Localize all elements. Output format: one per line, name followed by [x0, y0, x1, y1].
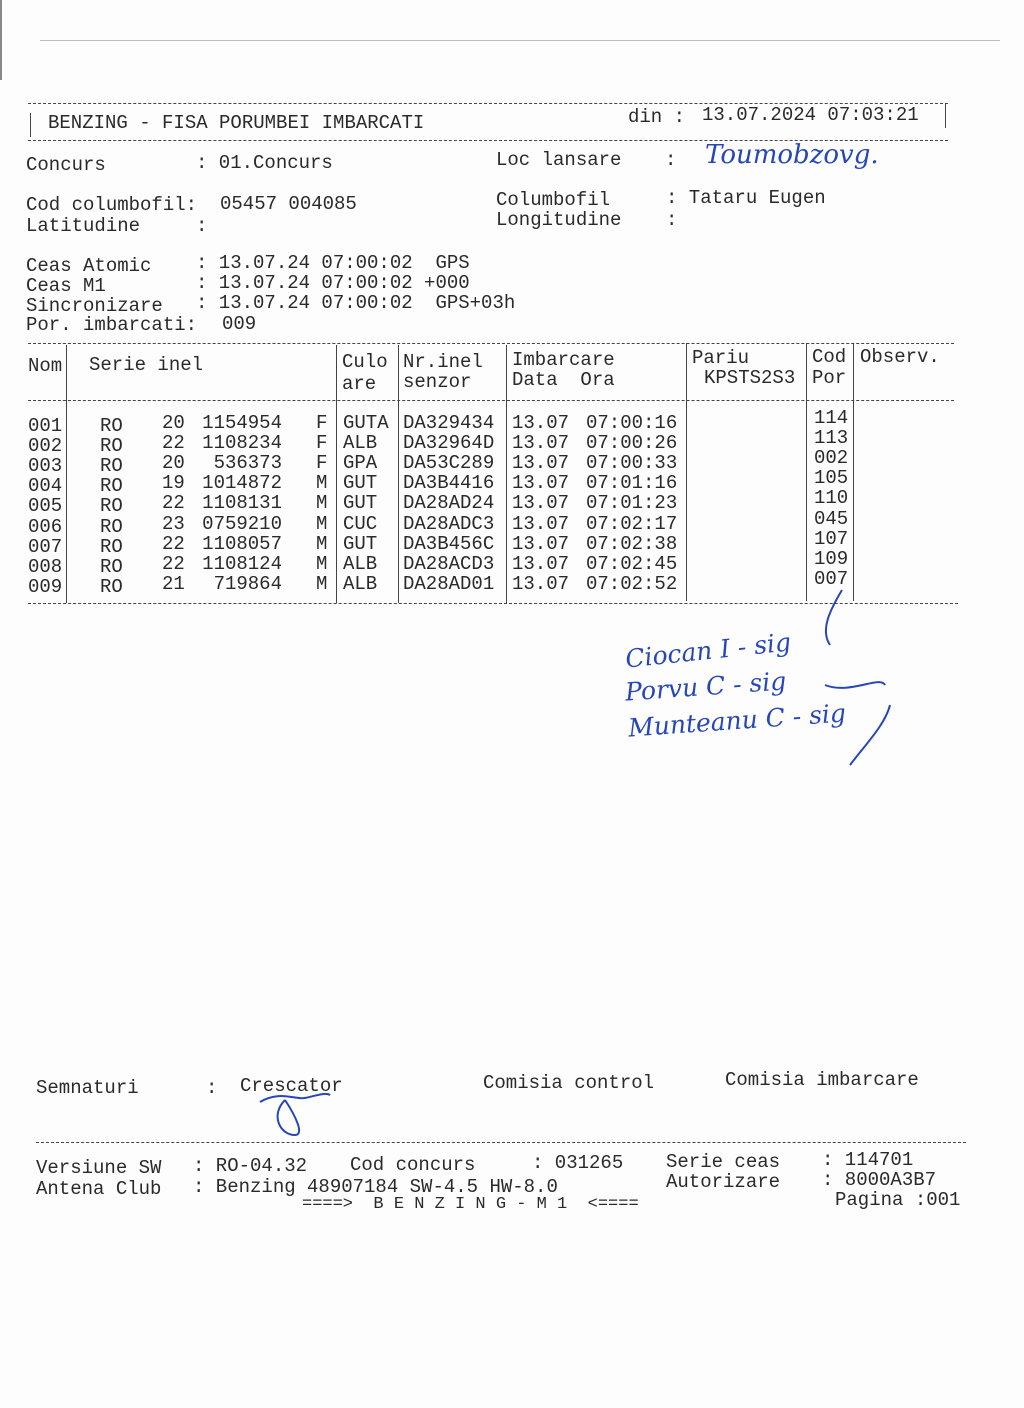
row-sex: M: [316, 492, 328, 515]
col-divider: [853, 343, 854, 601]
row-sex: M: [316, 572, 328, 595]
cod-columbofil-value: 05457 004085: [220, 193, 357, 215]
row-tara: RO: [100, 475, 123, 498]
col-header-cod-2: Por: [812, 367, 847, 389]
row-culoare: GUT: [343, 472, 378, 495]
row-cod-por: 113: [814, 427, 849, 450]
row-culoare: GPA: [343, 452, 378, 475]
row-sex: F: [316, 452, 328, 475]
document-title: BENZING - FISA PORUMBEI IMBARCATI: [48, 112, 425, 134]
row-ora: 07:02:52: [586, 572, 678, 595]
row-cod-por: 109: [814, 547, 849, 570]
columbofil-label: Columbofil: [496, 189, 611, 211]
row-culoare: GUT: [343, 492, 378, 515]
latitudine-label: Latitudine: [26, 215, 141, 237]
serie-ceas-label: Serie ceas: [666, 1151, 781, 1173]
row-nom: 001: [28, 415, 63, 437]
table-rule-top: [28, 343, 954, 344]
row-ora: 07:00:33: [586, 452, 678, 475]
ceas-m1-value: : 13.07.24 07:00:02 +000: [196, 272, 470, 294]
autorizare-label: Autorizare: [666, 1171, 781, 1193]
row-nr-inel: 1108124: [202, 552, 282, 575]
device-banner: ====> B E N Z I N G - M 1 <====: [302, 1195, 639, 1214]
concurs-label: Concurs: [26, 154, 106, 176]
row-cod-por: 002: [814, 447, 849, 470]
row-nr-inel: 1108057: [202, 532, 282, 555]
row-nr-inel: 1014872: [202, 472, 282, 495]
row-nr-inel: 1108131: [202, 492, 282, 515]
row-tara: RO: [100, 435, 123, 458]
row-ora: 07:02:17: [586, 512, 678, 535]
row-tara: RO: [100, 575, 123, 598]
date-label: din :: [628, 106, 686, 128]
col-divider: [806, 343, 807, 601]
row-nom: 004: [28, 475, 63, 498]
row-nr-inel: 0759210: [202, 512, 282, 535]
antena-club-label: Antena Club: [36, 1178, 162, 1200]
autorizare-value: : 8000A3B7: [822, 1169, 937, 1191]
footer-rule: [36, 1142, 966, 1143]
scan-top-line: [40, 40, 1000, 41]
row-tara: RO: [100, 495, 123, 518]
row-nom: 003: [28, 455, 63, 478]
col-header-nrinel-2: senzor: [403, 371, 472, 393]
col-divider: [336, 345, 337, 603]
row-senzor: DA3B4416: [403, 472, 495, 495]
page-number: Pagina :001: [835, 1189, 961, 1211]
cod-concurs-value: : 031265: [532, 1152, 624, 1174]
row-ora: 07:02:45: [586, 552, 678, 575]
col-header-serie: Serie inel: [89, 354, 204, 376]
row-culoare: ALB: [343, 432, 378, 455]
row-sex: M: [316, 472, 328, 495]
row-tara: RO: [100, 535, 123, 558]
concurs-value: : 01.Concurs: [196, 152, 333, 174]
row-nom: 009: [28, 575, 63, 598]
row-sex: M: [316, 552, 328, 575]
row-cod-por: 105: [814, 467, 849, 490]
ceas-atomic-label: Ceas Atomic: [26, 255, 152, 277]
row-nr-inel: 1108234: [202, 432, 282, 455]
row-tara: RO: [100, 515, 123, 538]
row-sex: M: [316, 512, 328, 535]
row-nom: 008: [28, 555, 63, 578]
porumbei-imbarcati-value: 009: [222, 313, 257, 335]
row-an: 20: [162, 452, 185, 475]
header-bar-right: [945, 104, 946, 128]
longitudine-label: Longitudine: [496, 209, 622, 231]
versiune-sw-value: : RO-04.32: [193, 1155, 308, 1177]
signatures-sep: :: [206, 1077, 218, 1099]
row-an: 19: [162, 472, 185, 495]
date-value: 13.07.2024 07:03:21: [702, 104, 919, 126]
loc-lansare-handwritten: Toumobzovg.: [705, 140, 879, 170]
row-data: 13.07: [512, 572, 570, 595]
row-cod-por: 114: [814, 407, 849, 429]
row-culoare: CUC: [343, 512, 378, 535]
row-an: 23: [162, 512, 185, 535]
row-nom: 005: [28, 495, 63, 518]
col-header-observ: Observ.: [860, 346, 940, 368]
row-senzor: DA28AD24: [403, 492, 495, 515]
row-tara: RO: [100, 455, 123, 478]
row-ora: 07:00:16: [586, 412, 678, 434]
row-cod-por: 110: [814, 487, 849, 510]
col-header-pariu-1: Pariu: [692, 347, 750, 369]
row-senzor: DA32964D: [403, 432, 495, 455]
columbofil-value: : Tataru Eugen: [666, 187, 826, 209]
row-sex: F: [316, 432, 328, 455]
loc-lansare-sep: :: [665, 149, 677, 171]
row-ora: 07:01:23: [586, 492, 678, 515]
col-header-imbarcare-1: Imbarcare: [512, 349, 615, 371]
serie-ceas-value: : 114701: [822, 1149, 914, 1171]
row-nr-inel: 1154954: [202, 412, 282, 434]
ceas-atomic-value: : 13.07.24 07:00:02 GPS: [196, 252, 470, 274]
row-nom: 002: [28, 435, 63, 458]
col-header-cod-1: Cod: [812, 346, 847, 368]
col-header-imbarcare-2: Data Ora: [512, 369, 615, 391]
commission-member-1: Ciocan I - sig: [623, 627, 793, 674]
row-tara: RO: [100, 415, 123, 437]
col-header-pariu-2: KPSTS2S3: [704, 367, 796, 389]
col-divider: [506, 345, 507, 603]
versiune-sw-label: Versiune SW: [36, 1157, 162, 1179]
scan-edge: [0, 0, 2, 80]
row-nr-inel: 536373: [213, 452, 282, 475]
row-senzor: DA3B456C: [403, 532, 495, 555]
header-bar-left: [30, 113, 31, 137]
row-nr-inel: 719864: [213, 572, 282, 595]
row-tara: RO: [100, 555, 123, 578]
row-cod-por: 107: [814, 527, 849, 550]
col-divider: [66, 345, 67, 603]
row-data: 13.07: [512, 452, 570, 475]
col-header-nrinel-1: Nr.inel: [403, 351, 483, 373]
row-sex: F: [316, 412, 328, 434]
table-rule-header: [28, 400, 954, 401]
col-header-culoare-2: are: [342, 373, 377, 395]
latitudine-value: :: [196, 215, 208, 237]
signatures-label: Semnaturi: [36, 1077, 139, 1099]
row-an: 22: [162, 532, 185, 555]
commission-member-3: Munteanu C - sig: [627, 698, 847, 743]
row-nom: 007: [28, 535, 63, 558]
ceas-m1-label: Ceas M1: [26, 275, 106, 297]
row-data: 13.07: [512, 512, 570, 535]
col-divider: [398, 345, 399, 603]
row-data: 13.07: [512, 472, 570, 495]
col-header-culoare-1: Culo: [342, 351, 388, 373]
row-senzor: DA28ADC3: [403, 512, 495, 535]
row-culoare: ALB: [343, 552, 378, 575]
loc-lansare-label: Loc lansare: [496, 149, 622, 171]
row-culoare: GUTA: [343, 412, 389, 434]
row-cod-por: 007: [814, 567, 849, 590]
row-an: 22: [162, 552, 185, 575]
col-header-nom: Nom: [28, 355, 63, 377]
row-an: 22: [162, 432, 185, 455]
row-sex: M: [316, 532, 328, 555]
row-senzor: DA28AD01: [403, 572, 495, 595]
row-ora: 07:01:16: [586, 472, 678, 495]
signature-crescator: Crescator: [240, 1075, 343, 1097]
row-nom: 006: [28, 515, 63, 538]
pen-signature-strokes: [790, 585, 910, 775]
row-an: 20: [162, 412, 185, 434]
row-cod-por: 045: [814, 507, 849, 530]
sincronizare-label: Sincronizare: [26, 295, 163, 317]
row-data: 13.07: [512, 552, 570, 575]
longitudine-value: :: [666, 209, 678, 231]
sincronizare-value: : 13.07.24 07:00:02 GPS+03h: [196, 292, 516, 314]
antena-club-value: : Benzing 48907184 SW-4.5 HW-8.0: [193, 1176, 558, 1198]
commission-member-2: Porvu C - sig: [624, 666, 788, 707]
row-data: 13.07: [512, 492, 570, 515]
row-ora: 07:02:38: [586, 532, 678, 555]
row-ora: 07:00:26: [586, 432, 678, 455]
row-data: 13.07: [512, 432, 570, 455]
row-data: 13.07: [512, 532, 570, 555]
signature-comisia-control: Comisia control: [483, 1072, 655, 1094]
porumbei-imbarcati-label: Por. imbarcati:: [26, 314, 198, 336]
cod-columbofil-label: Cod columbofil:: [26, 194, 198, 216]
row-senzor: DA28ACD3: [403, 552, 495, 575]
crescator-signature: [255, 1090, 335, 1140]
row-culoare: ALB: [343, 572, 378, 595]
row-an: 22: [162, 492, 185, 515]
row-an: 21: [162, 572, 185, 595]
row-data: 13.07: [512, 412, 570, 434]
row-culoare: GUT: [343, 532, 378, 555]
col-divider: [686, 343, 687, 601]
row-senzor: DA329434: [403, 412, 495, 434]
cod-concurs-label: Cod concurs: [350, 1154, 476, 1176]
signature-comisia-imbarcare: Comisia imbarcare: [725, 1069, 919, 1091]
row-senzor: DA53C289: [403, 452, 495, 475]
